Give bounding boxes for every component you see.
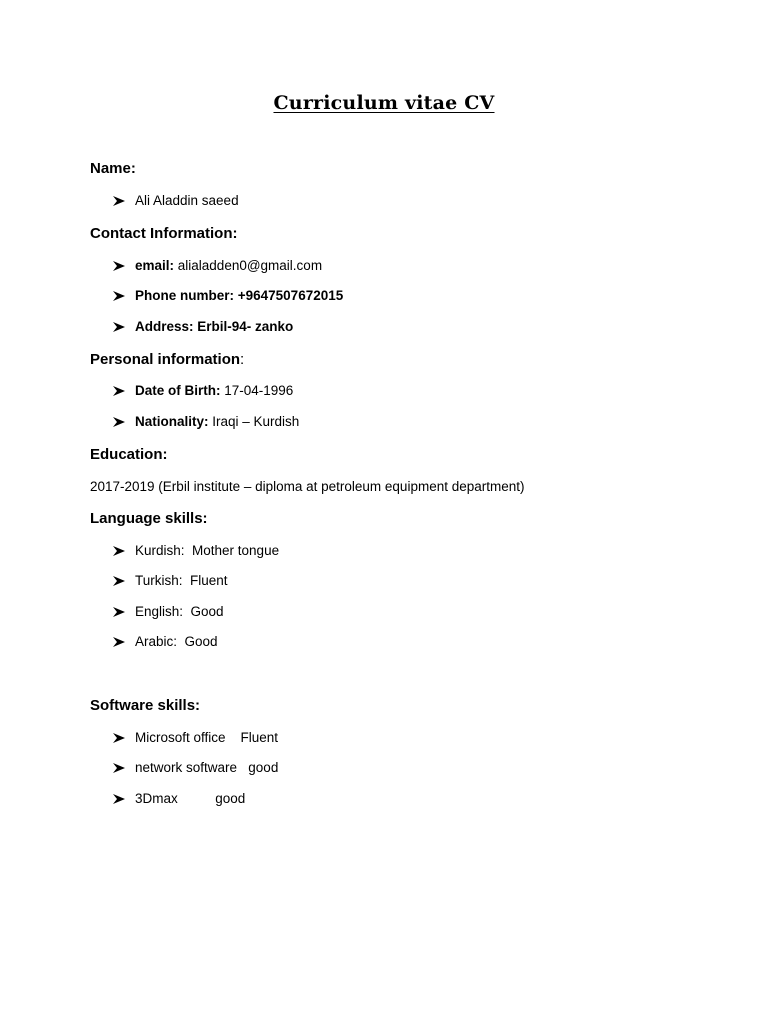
contact-heading: Contact Information:: [90, 225, 238, 242]
software-heading: Software skills:: [90, 697, 201, 714]
software-network: network software good: [135, 760, 279, 775]
list-item: [113, 791, 245, 806]
list-item: [113, 543, 279, 558]
list-item: [113, 760, 278, 775]
language-arabic: Arabic: Good: [135, 634, 218, 649]
arrow-bullet-icon: [113, 291, 125, 301]
arrow-bullet-icon: [113, 322, 125, 332]
list-item: [113, 730, 278, 745]
arrow-bullet-icon: [113, 637, 125, 647]
list-item: [113, 604, 224, 619]
list-item: [113, 193, 239, 208]
document-title: Curriculum vitae CV: [273, 92, 495, 114]
list-item: [113, 634, 218, 649]
arrow-bullet-icon: [113, 576, 125, 586]
education-heading: Education:: [90, 446, 168, 463]
name-heading: Name:: [90, 160, 136, 177]
full-name: Ali Aladdin saeed: [135, 193, 239, 208]
arrow-bullet-icon: [113, 261, 125, 271]
email-label: email:: [135, 258, 175, 273]
list-item: [113, 573, 228, 588]
phone-number: Phone number: +9647507672015: [135, 288, 344, 303]
dob-label: Date of Birth:: [135, 383, 221, 398]
arrow-bullet-icon: [113, 417, 125, 427]
language-kurdish: Kurdish: Mother tongue: [135, 543, 280, 558]
language-turkish: Turkish: Fluent: [135, 573, 228, 588]
list-item: [113, 258, 322, 273]
list-item: [113, 383, 293, 398]
list-item: [113, 288, 343, 303]
arrow-bullet-icon: [113, 733, 125, 743]
personal-heading: Personal information:: [90, 351, 245, 368]
address: Address: Erbil-94- zanko: [135, 319, 294, 334]
list-item: [113, 414, 299, 429]
arrow-bullet-icon: [113, 546, 125, 556]
dob-value: 17-04-1996: [220, 383, 294, 398]
arrow-bullet-icon: [113, 794, 125, 804]
email-value: alialadden0@gmail.com: [174, 258, 323, 273]
list-item: [113, 319, 293, 334]
software-ms-office: Microsoft office Fluent: [135, 730, 279, 745]
arrow-bullet-icon: [113, 763, 125, 773]
language-english: English: Good: [135, 604, 224, 619]
nationality-label: Nationality:: [135, 414, 209, 429]
arrow-bullet-icon: [113, 196, 125, 206]
arrow-bullet-icon: [113, 386, 125, 396]
nationality-value: Iraqi – Kurdish: [208, 414, 300, 429]
education-entry: 2017-2019 (Erbil institute – diploma at petroleum equipment department): [90, 479, 525, 494]
language-heading: Language skills:: [90, 510, 208, 527]
arrow-bullet-icon: [113, 607, 125, 617]
software-3dmax: 3Dmax good: [135, 791, 246, 806]
